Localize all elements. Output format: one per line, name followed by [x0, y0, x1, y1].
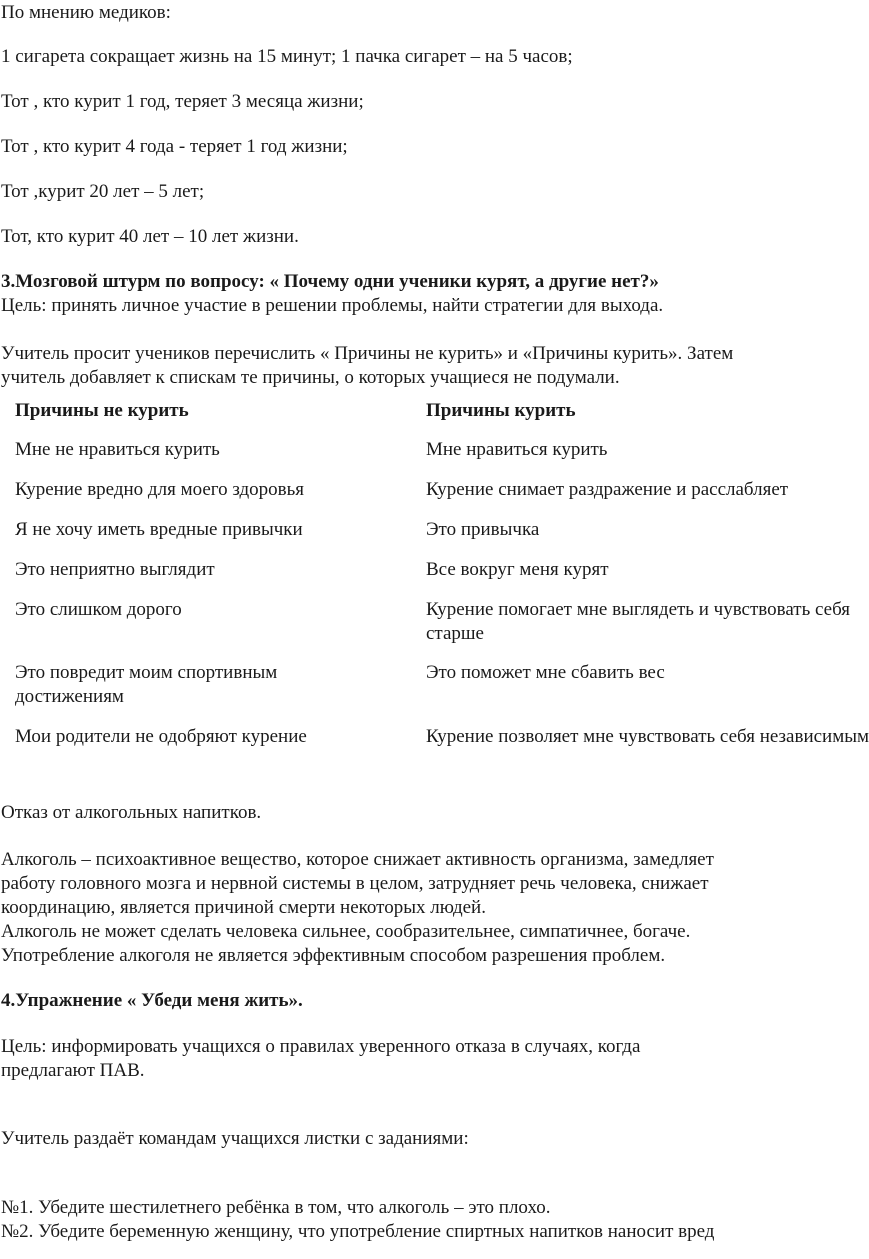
table-cell-right: Все вокруг меня курят: [426, 559, 609, 580]
task-item: №1. Убедите шестилетнего ребёнка в том, что алкоголь – это плохо.: [1, 1197, 551, 1218]
alcohol-line: Алкоголь не может сделать человека сильнее, сообразительнее, симпатичнее, богаче.: [1, 921, 691, 942]
section4-handout: Учитель раздаёт командам учащихся листки с заданиями:: [1, 1128, 469, 1149]
section4-title: 4.Упражнение « Убеди меня жить».: [1, 990, 303, 1011]
section3-goal: Цель: принять личное участие в решении проблемы, найти стратегии для выхода.: [1, 295, 664, 316]
table-cell-left: Я не хочу иметь вредные привычки: [15, 519, 303, 540]
fact-line: Тот ,курит 20 лет – 5 лет;: [1, 181, 205, 202]
section3-instruction: учитель добавляет к спискам те причины, о которых учащиеся не подумали.: [1, 367, 620, 388]
intro-heading: По мнению медиков:: [1, 2, 171, 23]
table-cell-left: Мои родители не одобряют курение: [15, 726, 307, 747]
table-cell-left: Это слишком дорого: [15, 599, 182, 620]
table-cell-left: Это неприятно выглядит: [15, 559, 215, 580]
alcohol-line: Употребление алкоголя не является эффективным способом разрешения проблем.: [1, 945, 666, 966]
alcohol-heading: Отказ от алкогольных напитков.: [1, 802, 262, 823]
table-cell-left: Курение вредно для моего здоровья: [15, 479, 305, 500]
fact-line: Тот , кто курит 4 года - теряет 1 год жизни;: [1, 136, 348, 157]
table-cell-right: Мне нравиться курить: [426, 439, 608, 460]
alcohol-line: работу головного мозга и нервной системы в целом, затрудняет речь человека, снижает: [1, 873, 709, 894]
table-cell-left: достижениям: [15, 686, 124, 707]
section3-instruction: Учитель просит учеников перечислить « Причины не курить» и «Причины курить». Затем: [1, 343, 734, 364]
table-cell-right: Это поможет мне сбавить вес: [426, 662, 665, 683]
table-cell-left: Это повредит моим спортивным: [15, 662, 278, 683]
table-cell-right: старше: [426, 623, 484, 644]
section4-goal: Цель: информировать учащихся о правилах уверенного отказа в случаях, когда: [1, 1036, 641, 1057]
alcohol-line: Алкоголь – психоактивное вещество, которое снижает активность организма, замедляет: [1, 849, 714, 870]
fact-line: Тот , кто курит 1 год, теряет 3 месяца жизни;: [1, 91, 364, 112]
table-cell-left: Мне не нравиться курить: [15, 439, 220, 460]
table-cell-right: Курение снимает раздражение и расслабляет: [426, 479, 789, 500]
table-header-smoke: Причины курить: [426, 400, 576, 421]
table-cell-right: Курение помогает мне выглядеть и чувствовать себя: [426, 599, 851, 620]
section4-goal: предлагают ПАВ.: [1, 1060, 145, 1081]
table-cell-right: Курение позволяет мне чувствовать себя независимым: [426, 726, 869, 747]
table-cell-right: Это привычка: [426, 519, 540, 540]
table-header-not-smoke: Причины не курить: [15, 400, 189, 421]
fact-line: 1 сигарета сокращает жизнь на 15 минут; 1 пачка сигарет – на 5 часов;: [1, 46, 573, 67]
section3-title: 3.Мозговой штурм по вопросу: « Почему одни ученики курят, а другие нет?»: [1, 271, 659, 292]
fact-line: Тот, кто курит 40 лет – 10 лет жизни.: [1, 226, 299, 247]
alcohol-line: координацию, является причиной смерти некоторых людей.: [1, 897, 486, 918]
task-item: №2. Убедите беременную женщину, что употребление спиртных напитков наносит вред: [1, 1221, 715, 1242]
